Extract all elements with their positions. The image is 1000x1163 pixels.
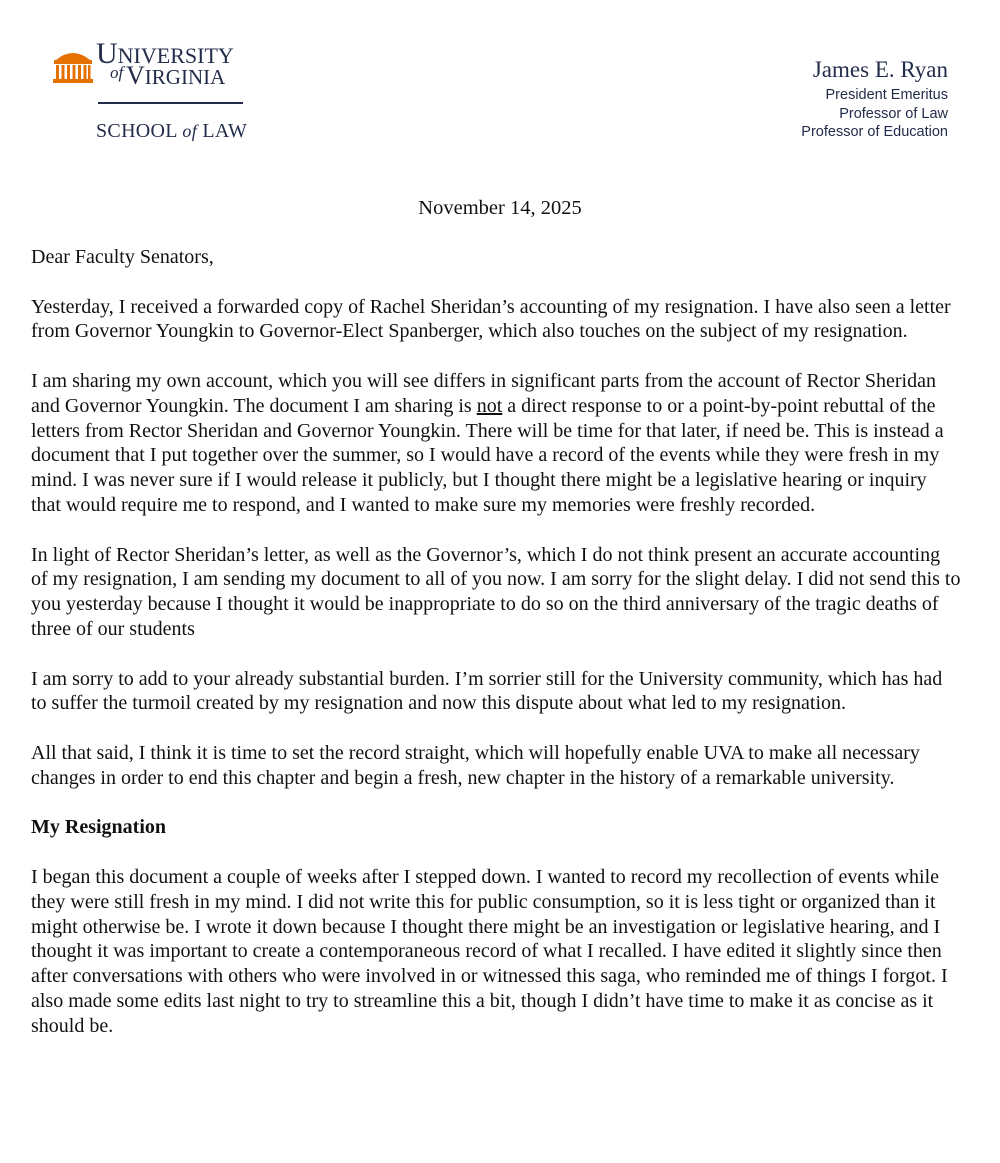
sender-name: James E. Ryan <box>812 57 948 82</box>
letter-date: November 14, 2025 <box>418 197 582 219</box>
logo-university-text: UNIVERSITY <box>96 37 234 70</box>
logo-of-text: of <box>110 63 124 82</box>
section-heading: My Resignation <box>31 816 166 839</box>
sender-block <box>801 56 948 142</box>
logo-virginia-text: VIRGINIA <box>126 61 226 90</box>
paragraph: I began this document a couple of weeks after I stepped down. I wanted to record my recollection of events while they were still fresh in my mind. I did not write this for public consumption, so it is less tight or organized than it might otherwise be. I wrote it down because I thought there might be an investigation or legislative hearing, and I thought it was important to create a contemporaneous record of what I recalled. I have edited it slightly since then after conversations with others who were involved in or witnessed this saga, who reminded me of things I forgot. I also made some edits last night to try to streamline this a bit, though I didn’t have time to make it as concise as it should be. <box>31 865 948 1037</box>
uva-law-logo <box>52 37 262 147</box>
sender-title: Professor of Education <box>801 124 948 140</box>
logo-divider <box>98 102 243 104</box>
underlined-word: not <box>476 394 503 417</box>
paragraph: I am sorry to add to your already substantial burden. I’m sorrier still for the University community, which has had to suffer the turmoil created by my resignation and now this dispute about what led to my resignation. <box>31 667 943 715</box>
paragraph: All that said, I think it is time to set the record straight, which will hopefully enable UVA to make all necessary changes in order to end this chapter and begin a fresh, new chapter in the history of a remarkable university. <box>31 741 920 789</box>
letter-body <box>31 245 961 1063</box>
sender-title: President Emeritus <box>825 87 948 103</box>
logo-school-of-law: SCHOOL of LAW <box>96 120 248 142</box>
paragraph: I am sharing my own account, which you will see differs in significant parts from the account of Rector Sheridan and Governor Youngkin. The document I am sharing is not a direct response to or a point-by-point rebuttal of the letters from Rector Sheridan and Governor Youngkin. There will be time for that later, if need be. This is instead a document that I put together over the summer, so I would have a record of the events while they were fresh in my mind. I was never sure if I would release it publicly, but I thought there might be a legislative hearing or inquiry that would require me to respond, and I wanted to make sure my memories were freshly recorded. <box>31 369 944 516</box>
salutation: Dear Faculty Senators, <box>31 246 214 268</box>
paragraph: Yesterday, I received a forwarded copy of Rachel Sheridan’s accounting of my resignation. I have also seen a letter from Governor Youngkin to Governor-Elect Spanberger, which also touches on the subject of my resignation. <box>31 295 951 343</box>
sender-title: Professor of Law <box>839 105 948 122</box>
rotunda-icon <box>52 44 94 86</box>
paragraph: In light of Rector Sheridan’s letter, as well as the Governor’s, which I do not think present an accurate accounting of my resignation, I am sending my document to all of you now. I am sorry for the slight delay. I did not send this to you yesterday because I thought it would be inappropriate to do so on the third anniversary of the tragic deaths of three of our students <box>31 543 961 640</box>
